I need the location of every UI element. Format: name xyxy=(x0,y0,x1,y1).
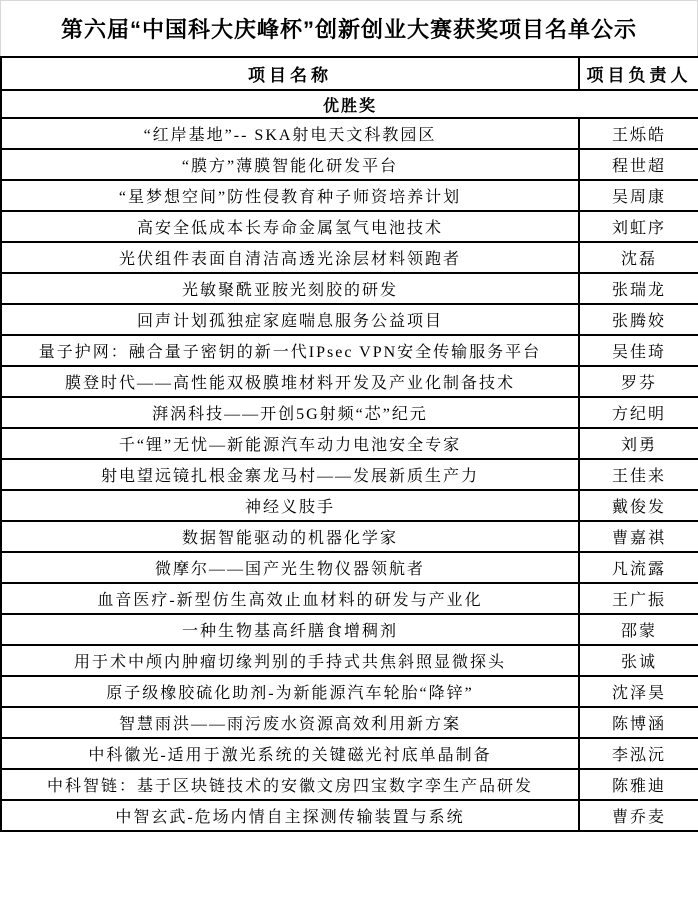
table-row xyxy=(1,211,698,242)
column-header-leader: 项目负责人 xyxy=(579,57,698,90)
leader-cell: 刘勇 xyxy=(579,428,698,459)
leader-cell: 王烁皓 xyxy=(579,118,698,149)
leader-cell: 吴周康 xyxy=(579,180,698,211)
leader-cell: 王广振 xyxy=(579,583,698,614)
project-cell: “星梦想空间”防性侵教育种子师资培养计划 xyxy=(1,180,579,211)
table-row xyxy=(1,645,698,676)
leader-cell: 张瑞龙 xyxy=(579,273,698,304)
table-row xyxy=(1,459,698,490)
leader-cell: 吴佳琦 xyxy=(579,335,698,366)
project-cell: 微摩尔——国产光生物仪器领航者 xyxy=(1,552,579,583)
project-cell: 高安全低成本长寿命金属氢气电池技术 xyxy=(1,211,579,242)
project-cell: 中科智链：基于区块链技术的安徽文房四宝数字孪生产品研发 xyxy=(1,769,579,800)
project-cell: 中科徽光-适用于激光系统的关键磁光衬底单晶制备 xyxy=(1,738,579,769)
leader-cell: 凡流露 xyxy=(579,552,698,583)
leader-cell: 曹乔麦 xyxy=(579,800,698,831)
award-category-row xyxy=(1,90,698,118)
table-row xyxy=(1,273,698,304)
project-cell: 千“锂”无忧—新能源汽车动力电池安全专家 xyxy=(1,428,579,459)
project-cell: 一种生物基高纤膳食增稠剂 xyxy=(1,614,579,645)
table-row xyxy=(1,552,698,583)
project-cell: 血音医疗-新型仿生高效止血材料的研发与产业化 xyxy=(1,583,579,614)
project-cell: 射电望远镜扎根金寨龙马村——发展新质生产力 xyxy=(1,459,579,490)
leader-cell: 沈泽昊 xyxy=(579,676,698,707)
project-cell: 数据智能驱动的机器化学家 xyxy=(1,521,579,552)
page-title: 第六届“中国科大庆峰杯”创新创业大赛获奖项目名单公示 xyxy=(0,0,698,56)
project-cell: 量子护网：融合量子密钥的新一代IPsec VPN安全传输服务平台 xyxy=(1,335,579,366)
table-row xyxy=(1,397,698,428)
table-row xyxy=(1,180,698,211)
project-cell: 光敏聚酰亚胺光刻胶的研发 xyxy=(1,273,579,304)
table-row xyxy=(1,676,698,707)
project-cell: 神经义肢手 xyxy=(1,490,579,521)
project-cell: 回声计划孤独症家庭喘息服务公益项目 xyxy=(1,304,579,335)
table-row xyxy=(1,304,698,335)
project-cell: 光伏组件表面自清洁高透光涂层材料领跑者 xyxy=(1,242,579,273)
project-cell: 膜登时代——高性能双极膜堆材料开发及产业化制备技术 xyxy=(1,366,579,397)
table-row xyxy=(1,149,698,180)
project-cell: 湃涡科技——开创5G射频“芯”纪元 xyxy=(1,397,579,428)
project-cell: 用于术中颅内肿瘤切缘判别的手持式共焦斜照显微探头 xyxy=(1,645,579,676)
leader-cell: 沈磊 xyxy=(579,242,698,273)
awards-table xyxy=(0,56,698,832)
project-cell: 中智玄武-危场内情自主探测传输装置与系统 xyxy=(1,800,579,831)
table-row xyxy=(1,769,698,800)
leader-cell: 张诚 xyxy=(579,645,698,676)
table-row xyxy=(1,707,698,738)
leader-cell: 李泓沅 xyxy=(579,738,698,769)
column-header-project: 项目名称 xyxy=(1,57,579,90)
project-cell: 原子级橡胶硫化助剂-为新能源汽车轮胎“降锌” xyxy=(1,676,579,707)
leader-cell: 刘虹序 xyxy=(579,211,698,242)
table-row xyxy=(1,583,698,614)
leader-cell: 方纪明 xyxy=(579,397,698,428)
table-row xyxy=(1,118,698,149)
leader-cell: 陈雅迪 xyxy=(579,769,698,800)
leader-cell: 戴俊发 xyxy=(579,490,698,521)
header-row xyxy=(1,57,698,90)
table-row xyxy=(1,366,698,397)
leader-cell: 罗芬 xyxy=(579,366,698,397)
project-cell: 智慧雨洪——雨污废水资源高效利用新方案 xyxy=(1,707,579,738)
table-row xyxy=(1,490,698,521)
table-row xyxy=(1,738,698,769)
table-row xyxy=(1,335,698,366)
leader-cell: 曹嘉祺 xyxy=(579,521,698,552)
leader-cell: 程世超 xyxy=(579,149,698,180)
leader-cell: 陈博涵 xyxy=(579,707,698,738)
table-row xyxy=(1,242,698,273)
table-row xyxy=(1,428,698,459)
table-row xyxy=(1,800,698,831)
table-row xyxy=(1,614,698,645)
project-cell: “膜方”薄膜智能化研发平台 xyxy=(1,149,579,180)
award-category-label: 优胜奖 xyxy=(1,90,698,118)
leader-cell: 邵蒙 xyxy=(579,614,698,645)
leader-cell: 张腾姣 xyxy=(579,304,698,335)
table-row xyxy=(1,521,698,552)
leader-cell: 王佳来 xyxy=(579,459,698,490)
project-cell: “红岸基地”-- SKA射电天文科教园区 xyxy=(1,118,579,149)
